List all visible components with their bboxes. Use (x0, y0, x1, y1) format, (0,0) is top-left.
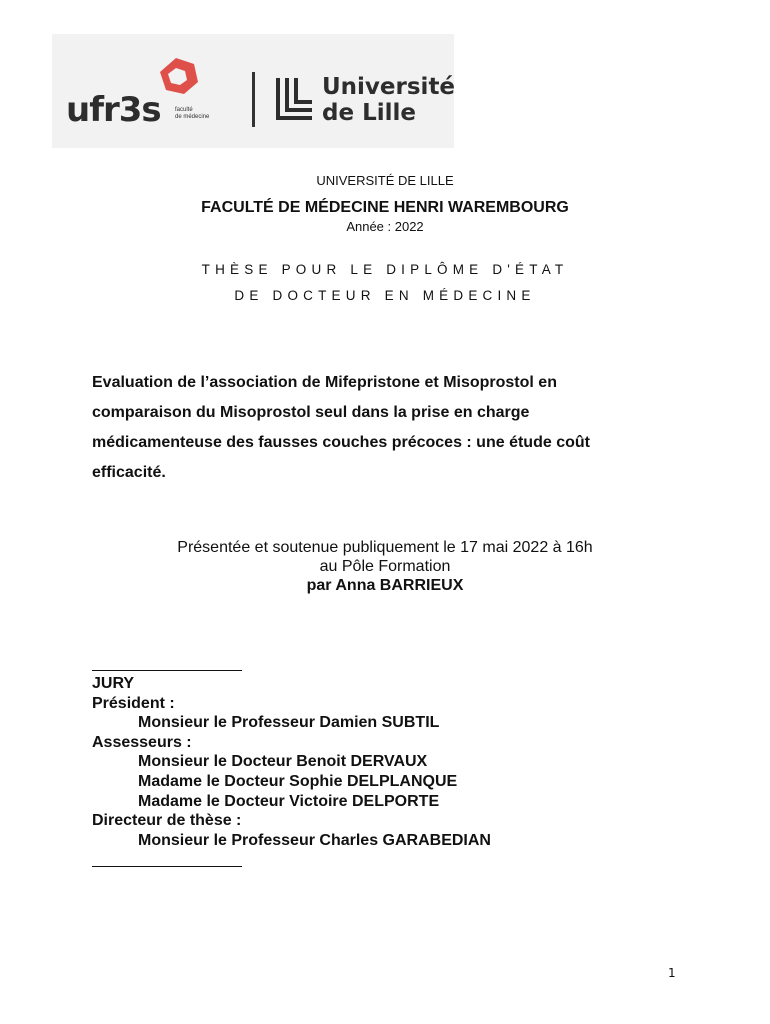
author-name: par Anna BARRIEUX (306, 577, 464, 594)
director-label: Directeur de thèse : (92, 812, 242, 830)
logo-divider (252, 72, 255, 127)
ufr3s-hexagon-icon (156, 56, 200, 98)
thesis-title-line: Evaluation de l’association de Mifepristone et Misoprostol en (92, 374, 557, 391)
thesis-type-line2: DE DOCTEUR EN MÉDECINE (234, 288, 536, 303)
jury-top-rule (92, 670, 242, 671)
thesis-type-line1: THÈSE POUR LE DIPLÔME D'ÉTAT (201, 262, 569, 277)
logo-banner (52, 34, 454, 148)
thesis-title-line: efficacité. (92, 464, 166, 481)
ufr3s-logo-text: ufr3s (66, 90, 161, 130)
jury-bottom-rule (92, 866, 242, 867)
president-name: Monsieur le Professeur Damien SUBTIL (138, 714, 440, 732)
thesis-title (92, 368, 692, 488)
president-label: Président : (92, 694, 175, 712)
universite-de-lille-wordmark: Université de Lille (322, 74, 456, 126)
faculty-small-label: faculté de médecine (175, 107, 210, 120)
assessors-label: Assesseurs : (92, 733, 192, 751)
assessor-name: Monsieur le Docteur Benoit DERVAUX (138, 753, 428, 771)
university-name: UNIVERSITÉ DE LILLE (316, 173, 454, 188)
thesis-title-line: médicamenteuse des fausses couches précoces : une étude coût (92, 434, 590, 451)
universite-de-lille-mark-icon (274, 76, 316, 124)
assessor-name: Madame le Docteur Sophie DELPLANQUE (138, 772, 458, 790)
page-number: 1 (668, 966, 676, 980)
academic-year: Année : 2022 (346, 219, 424, 234)
faculty-name: FACULTÉ DE MÉDECINE HENRI WAREMBOURG (201, 199, 569, 216)
jury-section (92, 674, 491, 850)
assessor-name: Madame le Docteur Victoire DELPORTE (138, 792, 440, 810)
thesis-title-line: comparaison du Misoprostol seul dans la prise en charge (92, 404, 530, 421)
jury-heading: JURY (92, 675, 135, 692)
defense-date: Présentée et soutenue publiquement le 17 mai 2022 à 16h (177, 539, 593, 556)
defense-location: au Pôle Formation (319, 558, 451, 575)
director-name: Monsieur le Professeur Charles GARABEDIAN (138, 831, 491, 849)
